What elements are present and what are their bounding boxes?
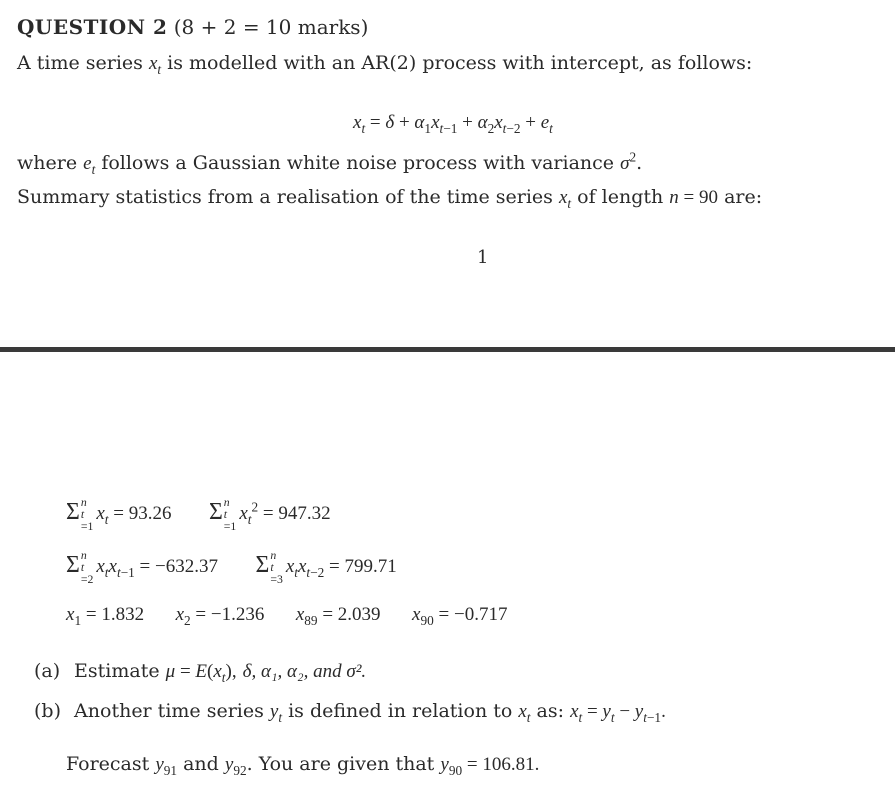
n-value: 90 (699, 187, 719, 208)
forecast-label: Forecast (66, 753, 150, 775)
part-b-mid: is defined in relation to (288, 700, 513, 722)
series-symbol: $x_t$ (148, 53, 162, 77)
summary-end: are: (724, 186, 763, 208)
intro-after: is modelled with an AR(2) process with intercept, as follows: (167, 52, 753, 74)
mu-expression: $\mu = E(x_t)$, (165, 661, 237, 685)
x89-value: 2.039 (337, 604, 381, 625)
difference-equation: $x_t = y_t - y_{t-1}$. (570, 701, 666, 725)
part-b (34, 700, 666, 723)
intro-before: A time series (17, 52, 143, 74)
ar2-equation: $x_t = \delta + \alpha_1x_{t-1} + \alpha_2x_{t-2} + e_t$ (353, 112, 553, 136)
sum-lag1-value: −632.37 (155, 556, 218, 578)
y91-symbol: $y_{91}$ (155, 754, 178, 778)
forecast-and: and (183, 753, 219, 775)
sum-x2-value: 947.32 (278, 503, 331, 525)
part-b-label: (b) (34, 700, 61, 722)
question-label: QUESTION 2 (17, 15, 168, 39)
x1-value: 1.832 (101, 604, 145, 625)
part-a-text: Estimate (74, 660, 160, 682)
page-number: 1 (477, 247, 489, 268)
stats-line-3: $x_1 = 1.832$ $x_2 = -1.236$ $x_{89} = 2.039$ $x_{90} = -0.717$ (66, 604, 508, 628)
part-a-label: (a) (34, 660, 61, 682)
x90-value: −0.717 (454, 604, 508, 625)
question-title (17, 15, 368, 39)
x-symbol: $x_t$ (518, 701, 531, 725)
where-text (17, 149, 643, 177)
stats-line-1: Σ n t =1 $x_t = 93.26$ Σ n t =1 $x_t^2 = 947.32$ (66, 496, 331, 533)
y-symbol: $y_t$ (269, 701, 283, 725)
sigma-squared: $\sigma^2$ (620, 149, 637, 174)
noise-symbol: $e_t$ (83, 153, 96, 177)
where-before: where (17, 152, 78, 174)
summary-before: Summary statistics from a realisation of the time series (17, 186, 553, 208)
part-a (34, 660, 366, 683)
summary-mid: of length (577, 186, 664, 208)
part-b-text: Another time series (74, 700, 264, 722)
where-mid: follows a Gaussian white noise process with variance (101, 152, 615, 174)
series-symbol-2: $x_t$ (558, 187, 572, 211)
forecast-given: . You are given that (246, 753, 435, 775)
intro-text (17, 52, 752, 75)
part-a-params: δ, α₁, α₂, and σ². (242, 661, 367, 682)
page-divider (0, 347, 895, 352)
n-equals: n = 90 (669, 187, 719, 208)
stats-line-2: Σ n t =2 $x_tx_{t-1} = -632.37$ Σ n t =3 $x_tx_{t-2} = 799.71$ (66, 549, 397, 586)
part-b-as: as: (536, 700, 565, 722)
forecast-text (66, 753, 539, 776)
question-marks: (8 + 2 = 10 marks) (173, 15, 369, 39)
sum-lag2-value: 799.71 (344, 556, 397, 578)
sum-x-value: 93.26 (128, 503, 172, 525)
y90-expression: $y_{90} = 106.81$. (440, 754, 540, 778)
y90-value: 106.81. (482, 754, 540, 775)
summary-text (17, 186, 762, 209)
x2-value: −1.236 (210, 604, 265, 625)
y92-symbol: $y_{92}$ (224, 754, 247, 778)
where-end: . (636, 152, 643, 174)
